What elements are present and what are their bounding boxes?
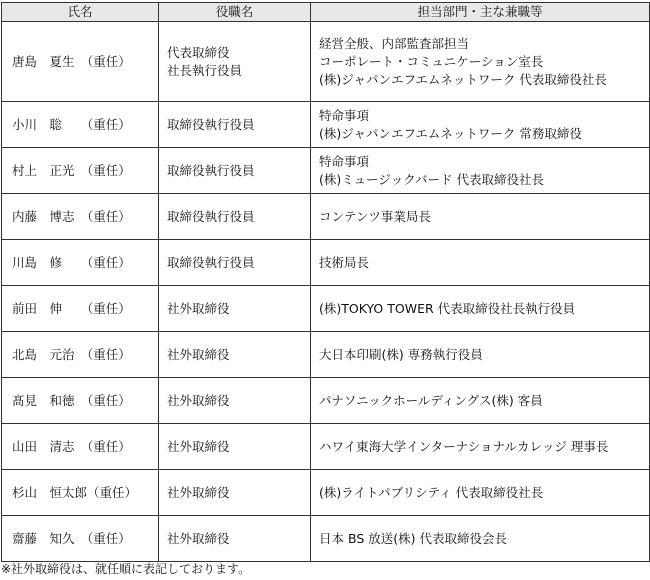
officer-role [159, 194, 311, 240]
dept-line: (株)ジャパンエフエムネットワーク 代表取締役社長 [319, 71, 607, 87]
officer-dept [311, 378, 650, 424]
table-row [2, 516, 650, 562]
role-line: 社外取締役 [167, 438, 230, 454]
officer-dept [311, 22, 650, 102]
table-row [2, 148, 650, 194]
officer-name: 内藤 博志 （重任） [2, 194, 159, 240]
officer-dept [311, 102, 650, 148]
table-row [2, 102, 650, 148]
officer-name: 山田 清志 （重任） [2, 424, 159, 470]
officer-role [159, 470, 311, 516]
dept-line: 日本 BS 放送(株) 代表取締役会長 [319, 530, 507, 546]
table-row [2, 286, 650, 332]
role-line: 取締役執行役員 [167, 254, 255, 270]
dept-line: コーポレート・コミュニケーション室長 [319, 53, 544, 69]
dept-line: コンテンツ事業局長 [319, 208, 431, 224]
table-body [2, 22, 650, 562]
officer-role [159, 148, 311, 194]
table-row [2, 424, 650, 470]
table-row [2, 240, 650, 286]
officer-role [159, 286, 311, 332]
header-row [2, 3, 650, 22]
officer-role [159, 378, 311, 424]
table-row [2, 332, 650, 378]
role-line: 取締役執行役員 [167, 208, 255, 224]
dept-line: (株)ジャパンエフエムネットワーク 常務取締役 [319, 125, 582, 141]
header-role: 役職名 [159, 3, 311, 22]
officer-name: 髙見 和徳 （重任） [2, 378, 159, 424]
officer-role [159, 424, 311, 470]
dept-line: (株)TOKYO TOWER 代表取締役社長執行役員 [319, 300, 576, 316]
dept-line: (株)ライトパブリシティ 代表取締役社長 [319, 484, 544, 500]
dept-line: 大日本印刷(株) 専務執行役員 [319, 346, 483, 362]
officer-dept [311, 240, 650, 286]
officer-dept [311, 194, 650, 240]
role-line: 社長執行役員 [167, 62, 243, 78]
dept-line: (株)ミュージックバード 代表取締役社長 [319, 171, 544, 187]
officer-dept [311, 424, 650, 470]
header-name: 氏名 [2, 3, 159, 22]
dept-line: 特命事項 [319, 107, 370, 123]
table-row [2, 194, 650, 240]
officer-role [159, 22, 311, 102]
officer-name: 唐島 夏生 （重任） [2, 22, 159, 102]
dept-line: 経営全般、内部監査部担当 [319, 35, 470, 51]
officer-name: 小川 聡 （重任） [2, 102, 159, 148]
officer-name: 前田 伸 （重任） [2, 286, 159, 332]
officer-dept [311, 332, 650, 378]
officer-name: 齋藤 知久 （重任） [2, 516, 159, 562]
role-line: 社外取締役 [167, 300, 230, 316]
officer-role [159, 102, 311, 148]
header-dept: 担当部門・主な兼職等 [311, 3, 650, 22]
role-line: 社外取締役 [167, 484, 230, 500]
role-line: 取締役執行役員 [167, 162, 255, 178]
officer-dept [311, 516, 650, 562]
officer-dept [311, 286, 650, 332]
officer-dept [311, 148, 650, 194]
officer-name: 北島 元治 （重任） [2, 332, 159, 378]
officer-name: 杉山 恒太郎（重任） [2, 470, 159, 516]
officer-name: 川島 修 （重任） [2, 240, 159, 286]
officer-role [159, 332, 311, 378]
dept-line: ハワイ東海大学インターナショナルカレッジ 理事長 [319, 438, 609, 454]
role-line: 代表取締役 [167, 44, 230, 60]
dept-line: 特命事項 [319, 153, 370, 169]
officer-dept [311, 470, 650, 516]
officer-role [159, 240, 311, 286]
officers-table [1, 2, 650, 562]
table-row [2, 22, 650, 102]
dept-line: 技術局長 [319, 254, 370, 270]
officer-role [159, 516, 311, 562]
table-row [2, 378, 650, 424]
dept-line: パナソニックホールディングス(株) 客員 [319, 392, 543, 408]
role-line: 取締役執行役員 [167, 116, 255, 132]
role-line: 社外取締役 [167, 392, 230, 408]
table-row [2, 470, 650, 516]
officer-name: 村上 正光 （重任） [2, 148, 159, 194]
footnote: ※社外取締役は、就任順に表記しております。 [1, 562, 251, 576]
role-line: 社外取締役 [167, 530, 230, 546]
role-line: 社外取締役 [167, 346, 230, 362]
